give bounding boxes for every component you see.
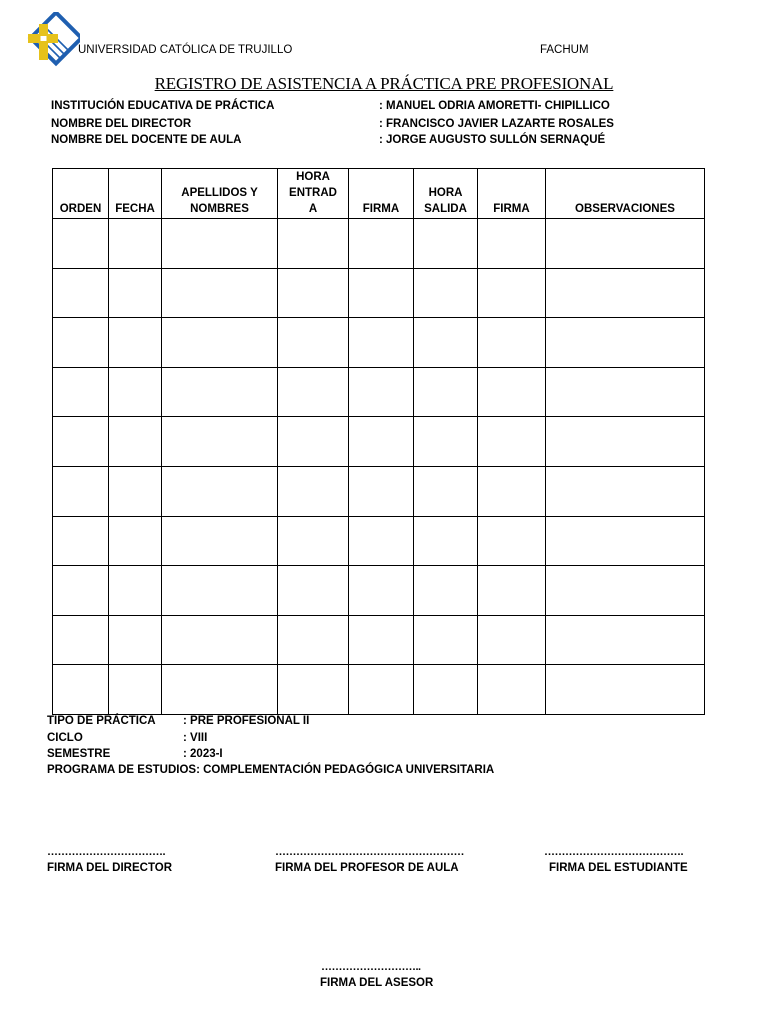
table-row bbox=[53, 367, 705, 417]
table-row bbox=[53, 466, 705, 516]
table-cell bbox=[414, 516, 478, 566]
director-label: NOMBRE DEL DIRECTOR bbox=[51, 118, 192, 130]
table-cell bbox=[53, 318, 109, 368]
column-header bbox=[109, 169, 162, 219]
table-cell bbox=[109, 268, 162, 318]
table-cell bbox=[109, 417, 162, 467]
director-value: : FRANCISCO JAVIER LAZARTE ROSALES bbox=[379, 118, 614, 130]
semester-label: SEMESTRE bbox=[47, 748, 111, 760]
table-cell bbox=[349, 417, 414, 467]
column-header bbox=[478, 169, 546, 219]
table-cell bbox=[278, 615, 349, 665]
table-cell bbox=[349, 268, 414, 318]
table-cell bbox=[53, 466, 109, 516]
table-cell bbox=[546, 516, 705, 566]
table-cell bbox=[546, 268, 705, 318]
table-cell bbox=[109, 318, 162, 368]
column-header bbox=[278, 169, 349, 219]
practice-type-value: : PRE PROFESIONAL II bbox=[183, 715, 310, 727]
column-header-line: FIRMA bbox=[362, 203, 400, 215]
column-header-line: HORA bbox=[296, 171, 330, 183]
institution-value: : MANUEL ODRIA AMORETTI- CHIPILLICO bbox=[379, 100, 610, 112]
table-cell bbox=[162, 367, 278, 417]
table-cell bbox=[162, 318, 278, 368]
table-cell bbox=[414, 219, 478, 269]
table-cell bbox=[546, 318, 705, 368]
student-signature-label: FIRMA DEL ESTUDIANTE bbox=[549, 862, 688, 874]
table-cell bbox=[278, 516, 349, 566]
table-cell bbox=[546, 665, 705, 715]
semester-value: : 2023-I bbox=[183, 748, 223, 760]
column-header-line: FECHA bbox=[115, 203, 155, 215]
table-row bbox=[53, 516, 705, 566]
program-line: PROGRAMA DE ESTUDIOS: COMPLEMENTACIÓN PEDAGÓGICA UNIVERSITARIA bbox=[47, 764, 495, 776]
table-cell bbox=[546, 219, 705, 269]
table-cell bbox=[349, 219, 414, 269]
table-cell bbox=[349, 318, 414, 368]
student-signature-line: …………………………………. bbox=[544, 846, 684, 858]
column-header bbox=[162, 169, 278, 219]
table-cell bbox=[109, 367, 162, 417]
table-cell bbox=[414, 417, 478, 467]
table-row bbox=[53, 318, 705, 368]
table-cell bbox=[278, 665, 349, 715]
table-cell bbox=[478, 466, 546, 516]
column-header-line: ORDEN bbox=[59, 203, 102, 215]
column-header-line: A bbox=[308, 203, 318, 215]
column-header-line: FIRMA bbox=[493, 203, 530, 215]
table-cell bbox=[546, 566, 705, 616]
table-cell bbox=[349, 367, 414, 417]
table-cell bbox=[349, 566, 414, 616]
page-title: REGISTRO DE ASISTENCIA A PRÁCTICA PRE PROFESIONAL bbox=[154, 74, 614, 93]
table-cell bbox=[478, 417, 546, 467]
column-header-line: APELLIDOS Y bbox=[181, 187, 258, 199]
table-row bbox=[53, 417, 705, 467]
table-cell bbox=[53, 219, 109, 269]
table-cell bbox=[478, 516, 546, 566]
column-header-line: HORA bbox=[428, 187, 463, 199]
table-cell bbox=[53, 566, 109, 616]
table-cell bbox=[546, 367, 705, 417]
table-cell bbox=[278, 417, 349, 467]
column-header-line: SALIDA bbox=[424, 203, 467, 215]
table-cell bbox=[53, 417, 109, 467]
table-cell bbox=[162, 665, 278, 715]
teacher-label: NOMBRE DEL DOCENTE DE AULA bbox=[51, 134, 242, 146]
table-cell bbox=[53, 367, 109, 417]
table-cell bbox=[162, 466, 278, 516]
table-row bbox=[53, 219, 705, 269]
table-cell bbox=[546, 615, 705, 665]
table-cell bbox=[349, 665, 414, 715]
table-cell bbox=[414, 615, 478, 665]
table-cell bbox=[53, 615, 109, 665]
attendance-table bbox=[52, 168, 705, 715]
table-cell bbox=[53, 268, 109, 318]
table-cell bbox=[278, 219, 349, 269]
table-cell bbox=[278, 566, 349, 616]
university-name: UNIVERSIDAD CATÓLICA DE TRUJILLO bbox=[78, 44, 293, 56]
table-cell bbox=[478, 367, 546, 417]
table-cell bbox=[414, 466, 478, 516]
table-cell bbox=[478, 318, 546, 368]
faculty-name: FACHUM bbox=[540, 44, 589, 56]
table-cell bbox=[546, 417, 705, 467]
table-cell bbox=[109, 219, 162, 269]
table-cell bbox=[349, 516, 414, 566]
table-cell bbox=[349, 466, 414, 516]
table-cell bbox=[162, 516, 278, 566]
teacher-signature-line: ……………………………………………… bbox=[275, 846, 464, 858]
table-cell bbox=[349, 615, 414, 665]
column-header-line: NOMBRES bbox=[190, 203, 249, 215]
table-cell bbox=[414, 566, 478, 616]
table-row bbox=[53, 665, 705, 715]
advisor-signature-label: FIRMA DEL ASESOR bbox=[320, 977, 434, 989]
director-signature-line: ……………………………. bbox=[47, 846, 166, 858]
table-cell bbox=[546, 466, 705, 516]
column-header-line: ENTRAD bbox=[289, 187, 337, 199]
column-header bbox=[53, 169, 109, 219]
table-cell bbox=[162, 615, 278, 665]
column-header bbox=[414, 169, 478, 219]
table-cell bbox=[109, 516, 162, 566]
column-header bbox=[546, 169, 705, 219]
table-cell bbox=[109, 615, 162, 665]
table-cell bbox=[53, 665, 109, 715]
teacher-value: : JORGE AUGUSTO SULLÓN SERNAQUÉ bbox=[379, 134, 606, 146]
cycle-label: CICLO bbox=[47, 732, 83, 744]
practice-type-label: TIPO DE PRÁCTICA bbox=[47, 715, 156, 727]
table-row bbox=[53, 615, 705, 665]
table-cell bbox=[162, 219, 278, 269]
university-logo-icon bbox=[22, 12, 80, 70]
table-cell bbox=[109, 466, 162, 516]
table-cell bbox=[414, 665, 478, 715]
table-row bbox=[53, 566, 705, 616]
table-cell bbox=[162, 417, 278, 467]
table-cell bbox=[478, 665, 546, 715]
table-row bbox=[53, 268, 705, 318]
table-cell bbox=[162, 268, 278, 318]
cycle-value: : VIII bbox=[183, 732, 208, 744]
table-cell bbox=[109, 665, 162, 715]
table-cell bbox=[478, 615, 546, 665]
institution-label: INSTITUCIÓN EDUCATIVA DE PRÁCTICA bbox=[51, 100, 275, 112]
table-cell bbox=[414, 268, 478, 318]
column-header-line: OBSERVACIONES bbox=[575, 203, 675, 215]
column-header bbox=[349, 169, 414, 219]
table-cell bbox=[478, 566, 546, 616]
table-cell bbox=[278, 318, 349, 368]
teacher-signature-label: FIRMA DEL PROFESOR DE AULA bbox=[275, 862, 459, 874]
table-cell bbox=[478, 219, 546, 269]
table-cell bbox=[278, 367, 349, 417]
advisor-signature-line: ……………………….. bbox=[321, 961, 421, 973]
table-cell bbox=[109, 566, 162, 616]
table-header-row bbox=[53, 169, 705, 219]
table-cell bbox=[478, 268, 546, 318]
table-cell bbox=[414, 367, 478, 417]
director-signature-label: FIRMA DEL DIRECTOR bbox=[47, 862, 173, 874]
table-cell bbox=[278, 466, 349, 516]
table-cell bbox=[278, 268, 349, 318]
table-cell bbox=[414, 318, 478, 368]
table-cell bbox=[53, 516, 109, 566]
table-cell bbox=[162, 566, 278, 616]
